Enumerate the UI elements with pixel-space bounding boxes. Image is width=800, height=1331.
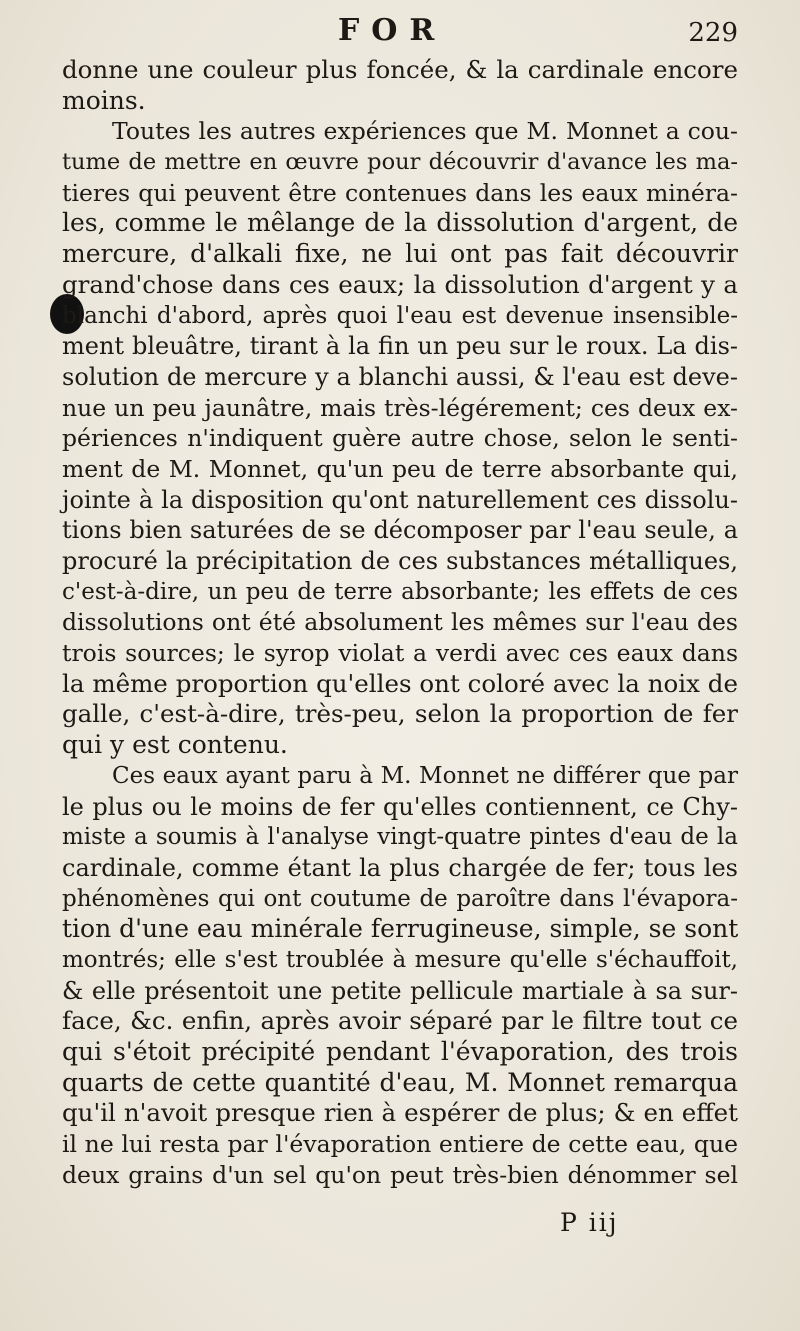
text-line: quarts de cette quantité d'eau, M. Monnet remarqua — [62, 1067, 738, 1097]
text-line: miste a soumis à l'analyse vingt-quatre pintes d'eau de la — [62, 824, 738, 851]
text-line: procuré la précipitation de ces substances métalliques, — [62, 547, 738, 575]
text-line: qui y est contenu. — [62, 730, 288, 760]
text-line: & elle présentoit une petite pellicule martiale à sa sur- — [62, 976, 738, 1005]
text-line: montrés; elle s'est troublée à mesure qu'elle s'échauffoit, — [62, 946, 738, 973]
text-line: deux grains d'un sel qu'on peut très-bien dénommer sel — [62, 1160, 738, 1189]
running-head — [0, 10, 800, 50]
paragraph-start-line: Toutes les autres expériences que M. Monnet a cou- — [112, 117, 738, 146]
paragraph-start-line: Ces eaux ayant paru à M. Monnet ne différer que par — [112, 762, 738, 789]
text-line: ment de M. Monnet, qu'un peu de terre absorbante qui, — [62, 454, 738, 483]
text-line: c'est-à-dire, un peu de terre absorbante; les effets de ces — [62, 578, 738, 605]
text-line: solution de mercure y a blanchi aussi, & l'eau est deve- — [62, 362, 738, 391]
text-line: mercure, d'alkali fixe, ne lui ont pas fait découvrir — [62, 239, 738, 269]
text-line: blanchi d'abord, après quoi l'eau est devenue insensible- — [62, 302, 738, 329]
text-line: tions bien saturées de se décomposer par l'eau seule, a — [62, 516, 738, 545]
text-line: moins. — [62, 85, 146, 115]
body-text — [62, 55, 738, 1190]
text-line: dissolutions ont été absolument les mêmes sur l'eau des — [62, 608, 738, 637]
signature-mark: P iij — [560, 1208, 619, 1237]
running-head-title: FOR — [338, 13, 447, 48]
text-line: cardinale, comme étant la plus chargée de fer; tous les — [62, 853, 738, 882]
text-line: tion d'une eau minérale ferrugineuse, simple, se sont — [62, 914, 739, 944]
text-line: phénomènes qui ont coutume de paroître dans l'évapora- — [62, 885, 738, 912]
text-line: la même proportion qu'elles ont coloré avec la noix de — [62, 668, 738, 698]
page-number: 229 — [688, 18, 738, 48]
text-line: ment bleuâtre, tirant à la fin un peu sur le roux. La dis- — [62, 332, 738, 361]
text-line: les, comme le mêlange de la dissolution d'argent, de — [62, 208, 738, 238]
text-line: périences n'indiquent guère autre chose, selon le senti- — [62, 424, 738, 453]
text-line: le plus ou le moins de fer qu'elles contiennent, ce Chy- — [62, 792, 738, 821]
text-line: donne une couleur plus foncée, & la cardinale encore — [62, 55, 738, 84]
text-line: qu'il n'avoit presque rien à espérer de plus; & en effet — [62, 1098, 738, 1128]
text-line: tieres qui peuvent être contenues dans les eaux minéra- — [62, 178, 738, 207]
text-line: jointe à la disposition qu'ont naturellement ces dissolu- — [62, 485, 738, 514]
text-line: il ne lui resta par l'évaporation entiere de cette eau, que — [62, 1130, 738, 1159]
text-line: tume de mettre en œuvre pour découvrir d'avance les ma- — [62, 149, 738, 176]
text-line: nue un peu jaunâtre, mais très-légérement; ces deux ex- — [62, 393, 738, 422]
text-line: qui s'étoit précipité pendant l'évaporation, des trois — [62, 1037, 738, 1066]
text-line: grand'chose dans ces eaux; la dissolution d'argent y a — [62, 269, 738, 299]
text-line: galle, c'est-à-dire, très-peu, selon la proportion de fer — [62, 699, 738, 729]
text-line: face, &c. enfin, après avoir séparé par le filtre tout ce — [62, 1006, 738, 1036]
text-line: trois sources; le syrop violat a verdi avec ces eaux dans — [62, 639, 738, 668]
